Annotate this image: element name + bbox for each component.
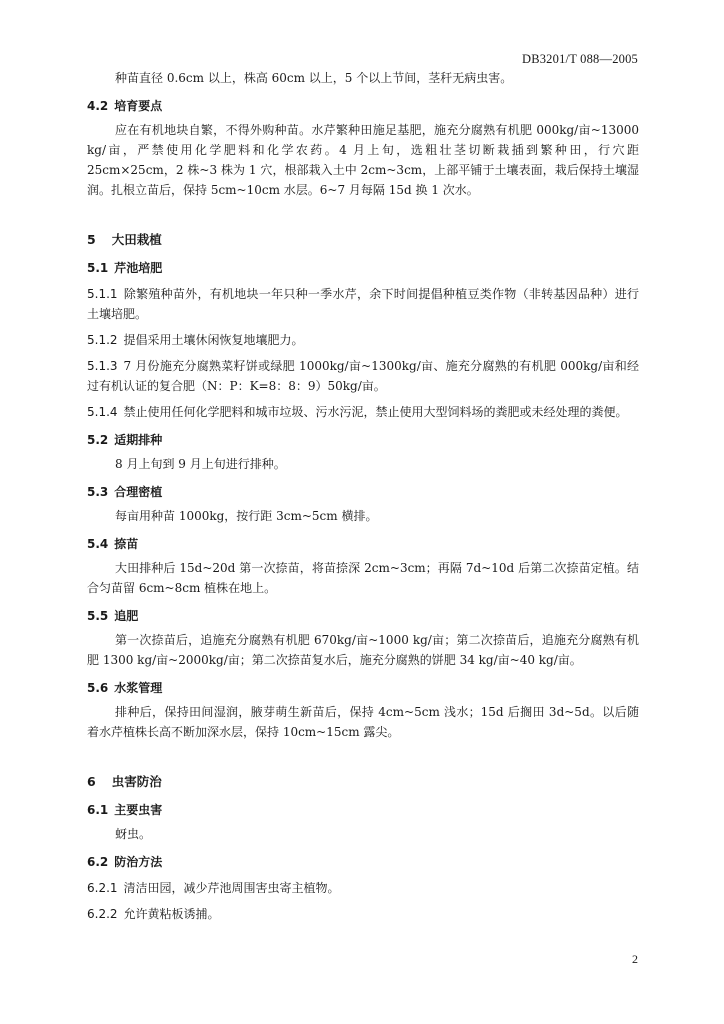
clause-text: 清洁田园，减少芹池周围害虫寄主植物。 <box>123 881 340 895</box>
clause-number: 5.1.1 <box>87 287 118 301</box>
section-5-6-heading <box>87 678 639 698</box>
section-5-6-text: 排种后，保持田间湿润，腋芽萌生新苗后，保持 4cm~5cm 浅水；15d 后搁田 3d~5d。以后随着水芹植株长高不断加深水层，保持 10cm~15cm 露尖。 <box>87 705 639 739</box>
clause-number: 6.2.1 <box>87 881 118 895</box>
section-5-2-text: 8 月上旬到 9 月上旬进行排种。 <box>115 457 286 471</box>
section-title: 芹池培肥 <box>114 261 163 275</box>
section-title: 合理密植 <box>114 485 163 499</box>
clause-5-1-3 <box>87 356 639 396</box>
intro-paragraph: 种苗直径 0.6cm 以上，株高 60cm 以上，5 个以上节间，茎秆无病虫害。 <box>115 71 513 85</box>
clause-text: 7 月份施充分腐熟菜籽饼或绿肥 1000kg/亩~1300kg/亩、施充分腐熟的有机肥 000kg/亩和经过有机认证的复合肥（N：P：K=8：8：9）50kg/亩。 <box>87 359 639 393</box>
chapter-number: 5 <box>87 232 96 247</box>
section-number: 5.4 <box>87 537 109 551</box>
clause-5-1-4 <box>87 402 639 422</box>
clause-text: 允许黄粘板诱捕。 <box>123 907 220 921</box>
chapter-6-heading <box>87 772 639 792</box>
section-6-1-text: 蚜虫。 <box>115 827 152 841</box>
document-body <box>87 68 639 924</box>
section-title: 适期排种 <box>114 433 163 447</box>
clause-number: 5.1.2 <box>87 333 118 347</box>
section-title: 水浆管理 <box>114 681 163 695</box>
document-code: DB3201/T 088—2005 <box>521 52 638 66</box>
clause-number: 5.1.3 <box>87 359 118 373</box>
section-number: 6.2 <box>87 855 109 869</box>
clause-text: 提倡采用土壤休闲恢复地壤肥力。 <box>123 333 304 347</box>
section-title: 追肥 <box>114 609 139 623</box>
section-5-3-text: 每亩用种苗 1000kg，按行距 3cm~5cm 横排。 <box>115 509 378 523</box>
section-5-4-heading <box>87 534 639 554</box>
section-number: 4.2 <box>87 99 109 113</box>
section-number: 5.6 <box>87 681 109 695</box>
clause-text: 除繁殖种苗外，有机地块一年只种一季水芹，余下时间提倡种植豆类作物（非转基因品种）进行土壤培肥。 <box>87 287 639 321</box>
chapter-number: 6 <box>87 774 96 789</box>
section-title: 捺苗 <box>114 537 139 551</box>
chapter-5-heading <box>87 230 639 250</box>
section-4-2-text: 应在有机地块自繁，不得外购种苗。水芹繁种田施足基肥，施充分腐熟有机肥 000kg/亩~13000 kg/亩，严禁使用化学肥料和化学农药。4 月上旬，选粗壮茎切断栽插到繁种田，行穴距 25cm×25cm，2 株~3 株为 1 穴，根部栽入土中 2cm~3cm，上部平铺于土壤表面，栽后保持土壤湿润。扎根立苗后，保持 5cm~10cm 水层。6~7 月每隔 15d 换 1 次水。 <box>87 123 639 197</box>
clause-6-2-1 <box>87 878 639 898</box>
section-title: 主要虫害 <box>114 803 163 817</box>
section-6-2-heading <box>87 852 639 872</box>
section-6-1-heading <box>87 800 639 820</box>
page-number: 2 <box>632 952 638 966</box>
section-5-5-text: 第一次捺苗后，追施充分腐熟有机肥 670kg/亩~1000 kg/亩；第二次捺苗后，追施充分腐熟有机肥 1300 kg/亩~2000kg/亩；第二次捺苗复水后，施充分腐熟的饼肥 34 kg/亩~40 kg/亩。 <box>87 633 639 667</box>
section-number: 5.2 <box>87 433 109 447</box>
section-5-1-heading <box>87 258 639 278</box>
clause-text: 禁止使用任何化学肥料和城市垃圾、污水污泥，禁止使用大型饲料场的粪肥或未经处理的粪便。 <box>123 405 628 419</box>
clause-number: 5.1.4 <box>87 405 118 419</box>
clause-5-1-2 <box>87 330 639 350</box>
section-4-2-heading <box>87 96 639 116</box>
section-number: 5.3 <box>87 485 109 499</box>
section-title: 培育要点 <box>114 99 163 113</box>
section-5-2-heading <box>87 430 639 450</box>
clause-number: 6.2.2 <box>87 907 118 921</box>
section-title: 防治方法 <box>114 855 163 869</box>
section-5-3-heading <box>87 482 639 502</box>
section-5-4-text: 大田排种后 15d~20d 第一次捺苗，将苗捺深 2cm~3cm；再隔 7d~10d 后第二次捺苗定植。结合匀苗留 6cm~8cm 植株在地上。 <box>87 561 639 595</box>
chapter-title: 虫害防治 <box>111 774 162 789</box>
chapter-title: 大田栽植 <box>111 232 162 247</box>
clause-6-2-2 <box>87 904 639 924</box>
section-5-5-heading <box>87 606 639 626</box>
section-number: 6.1 <box>87 803 109 817</box>
section-number: 5.1 <box>87 261 109 275</box>
section-number: 5.5 <box>87 609 109 623</box>
clause-5-1-1 <box>87 284 639 324</box>
